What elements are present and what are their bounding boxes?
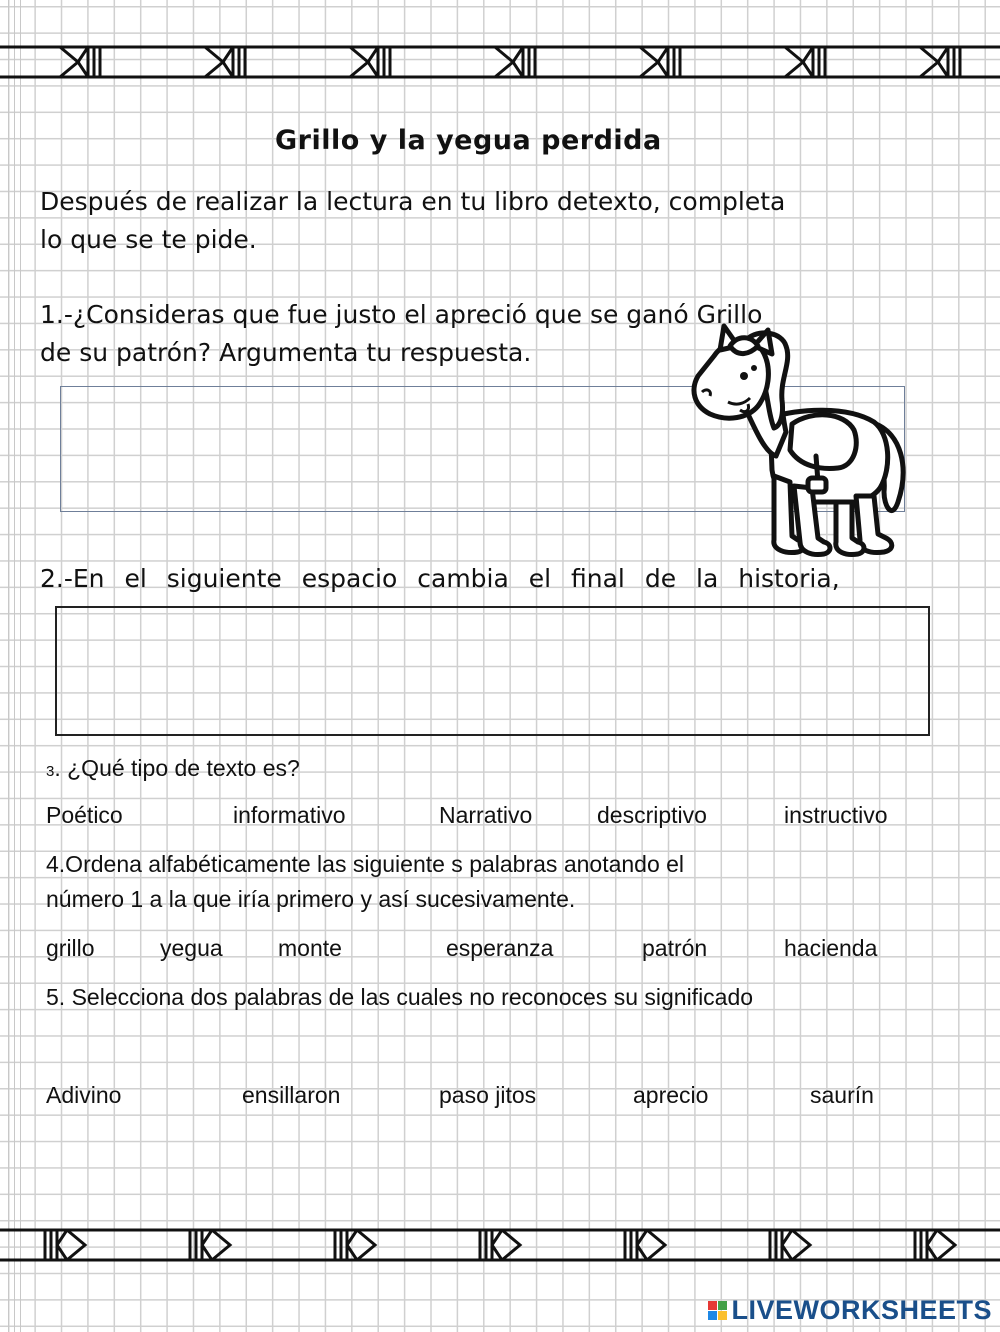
- word-esperanza: esperanza: [446, 935, 554, 961]
- margin-line: [8, 0, 9, 1332]
- pencil-border-top: [0, 40, 1000, 84]
- word-adivino[interactable]: Adivino: [46, 1082, 122, 1108]
- option-informativo[interactable]: informativo: [233, 802, 346, 828]
- instructions-line-1: Después de realizar la lectura en tu libro detexto, completa: [40, 187, 786, 216]
- word-aprecio[interactable]: aprecio: [633, 1082, 709, 1108]
- horse-icon: [688, 306, 910, 568]
- liveworksheets-logo-icon: [708, 1301, 727, 1320]
- question-3-text: . ¿Qué tipo de texto es?: [54, 755, 300, 781]
- question-4-line-1: 4.Ordena alfabéticamente las siguiente s palabras anotando el: [46, 851, 685, 877]
- word-grillo: grillo: [46, 935, 95, 961]
- liveworksheets-logo[interactable]: [708, 1295, 992, 1326]
- margin-line: [20, 0, 21, 1332]
- margin-line: [14, 0, 15, 1332]
- word-paso-jitos[interactable]: paso jitos: [439, 1082, 537, 1108]
- worksheet-title: Grillo y la yegua perdida: [275, 125, 662, 156]
- option-instructivo[interactable]: instructivo: [784, 802, 888, 828]
- question-3-number: 3: [46, 763, 55, 780]
- option-poetico[interactable]: Poético: [46, 802, 123, 828]
- option-narrativo[interactable]: Narrativo: [439, 802, 533, 828]
- question-1-line-2: de su patrón? Argumenta tu respuesta.: [40, 338, 532, 367]
- question-1-line-1: 1.-¿Consideras que fue justo el apreció que se ganó Grillo: [40, 300, 763, 329]
- question-2-answer-box[interactable]: [55, 606, 930, 736]
- word-monte: monte: [278, 935, 342, 961]
- question-2: 2.-En el siguiente espacio cambia el final de la historia,: [40, 564, 840, 593]
- instructions-line-2: lo que se te pide.: [40, 225, 257, 254]
- word-saurin[interactable]: saurín: [810, 1082, 874, 1108]
- question-5: 5. Selecciona dos palabras de las cuales no reconoces su significado: [46, 984, 754, 1010]
- liveworksheets-logo-text: LIVEWORKSHEETS: [731, 1295, 992, 1325]
- option-descriptivo[interactable]: descriptivo: [597, 802, 707, 828]
- word-yegua: yegua: [160, 935, 223, 961]
- word-patron: patrón: [642, 935, 708, 961]
- question-4-line-2: número 1 a la que iría primero y así sucesivamente.: [46, 886, 576, 912]
- pencil-border-bottom: [0, 1222, 1000, 1268]
- question-3: [46, 755, 300, 782]
- word-ensillaron[interactable]: ensillaron: [242, 1082, 341, 1108]
- word-hacienda: hacienda: [784, 935, 878, 961]
